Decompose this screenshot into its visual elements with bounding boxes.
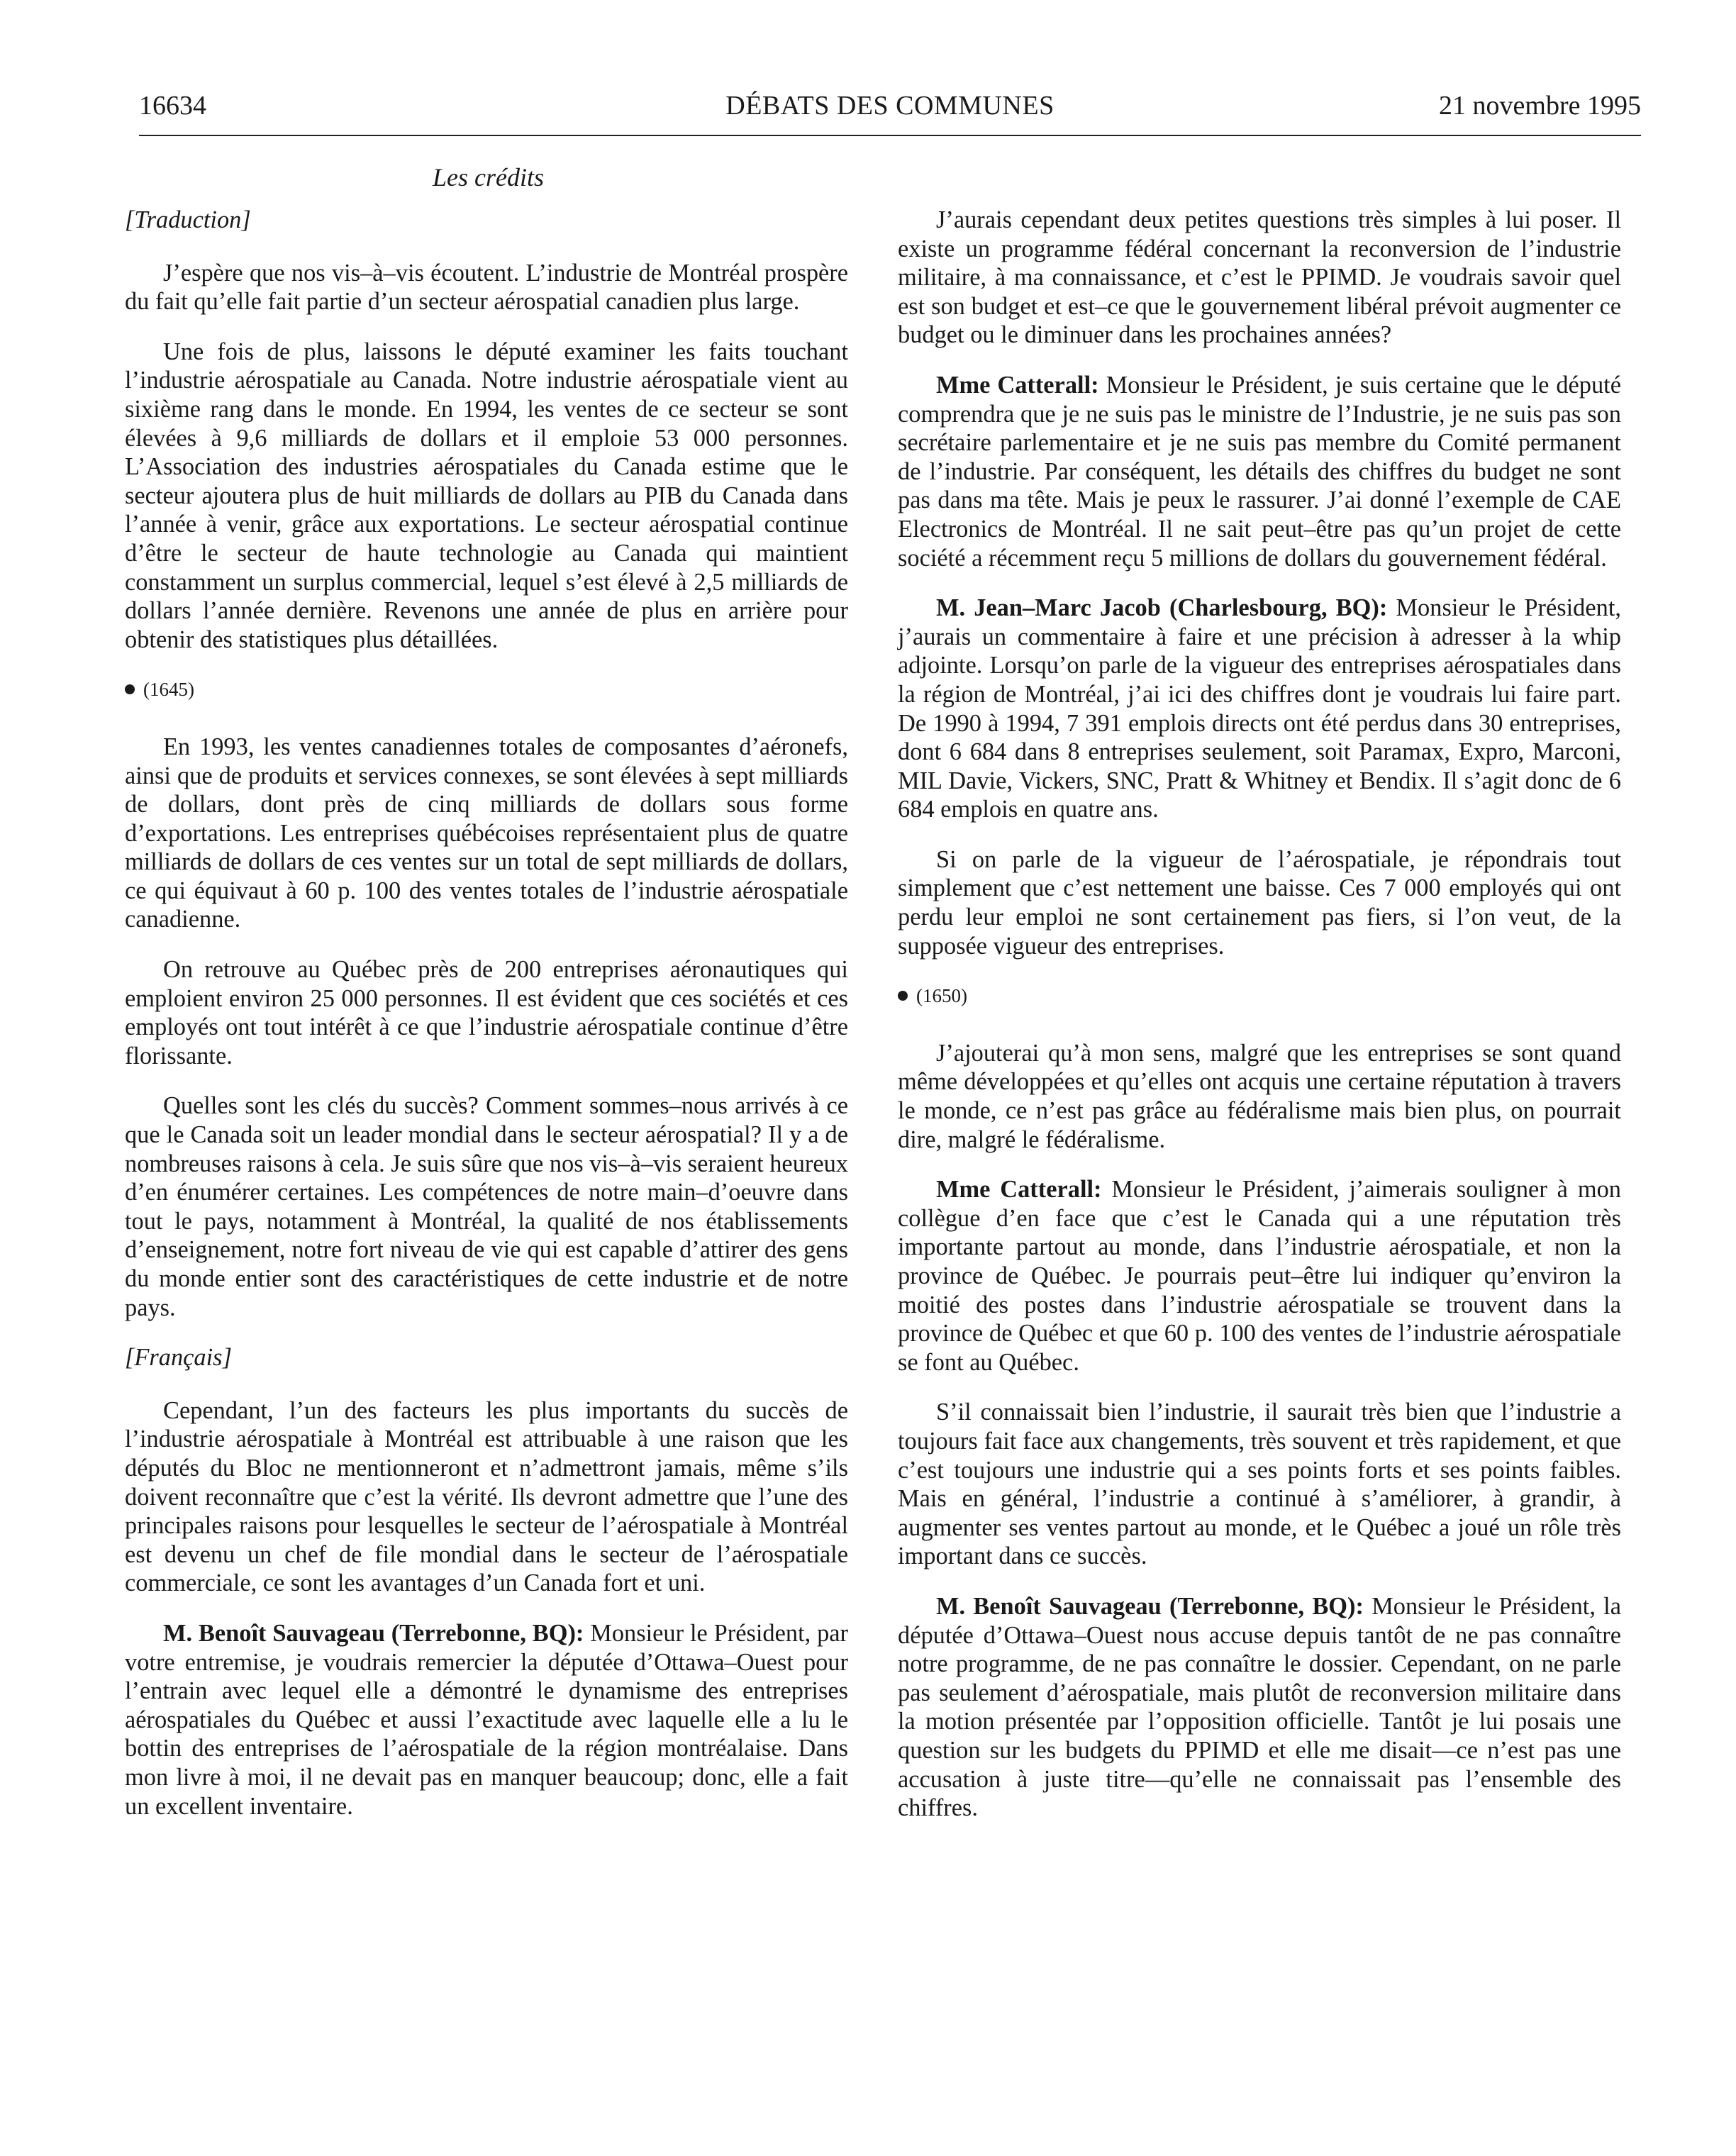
paragraph: On retrouve au Québec près de 200 entreprises aéronautiques qui emploient environ 25 000 personnes. Il est évident que ces sociétés et ces employés ont tout intérêt à ce que l’industrie aérospatiale continue d’être florissante. [125,956,848,1069]
right-column [898,206,1621,1844]
speech [898,371,1621,572]
publication-title: DÉBATS DES COMMUNES [725,91,1055,121]
bullet-icon [125,684,135,694]
speaker-name: M. Jean–Marc Jacob (Charlesbourg, BQ): [936,594,1388,622]
speech [125,1619,848,1821]
paragraph: Une fois de plus, laissons le député examiner les faits touchant l’industrie aérospatiale au Canada. Notre industrie aérospatiale vient au sixième rang dans le monde. En 1994, les ventes de ce secteur se sont élevées à 9,6 milliards de dollars et il emploie 53 000 personnes. L’Association des industries aérospatiales du Canada estime que le secteur ajoutera plus de huit milliards de dollars au PIB du Canada dans l’année à venir, grâce aux exportations. Le secteur aérospatial continue d’être le secteur de haute technologie au Canada qui maintient constamment un surplus commercial, lequel s’est élevé à 2,5 milliards de dollars l’année dernière. Revenons une année de plus en arrière pour obtenir des statistiques plus détaillées. [125,338,848,653]
paragraph: Cependant, l’un des facteurs les plus importants du succès de l’industrie aérospatiale à Montréal est attribuable à une raison que les députés du Bloc ne mentionneront et n’admettront jamais, même s’ils doivent reconnaître que c’est la vérité. Ils devront admettre que l’une des principales raisons pour lesquelles le secteur de l’aérospatiale à Montréal est devenu un chef de file mondial dans le secteur de l’aérospatiale commerciale, ce sont les avantages d’un Canada fort et uni. [125,1396,848,1597]
left-column [125,206,848,1842]
speech-text: Monsieur le Président, par votre entremise, je voudrais remercier la députée d’Ottawa–Ouest pour l’entrain avec lequel elle a démontré le dynamisme des entreprises aérospatiales du Québec et aussi l’exactitude avec laquelle elle a lu le bottin des entreprises de l’aérospatiale de la région montréalaise. Dans mon livre à moi, il ne devait pas en manquer beaucoup; donc, elle a fait un excellent inventaire. [125,1619,848,1820]
speech [898,1175,1621,1377]
paragraph: En 1993, les ventes canadiennes totales de composantes d’aéronefs, ainsi que de produits et services connexes, se sont élevées à sept milliards de dollars, dont près de cinq milliards de dollars sous forme d’exportations. Les entreprises québécoises représentaient plus de quatre milliards de dollars de ces ventes sur un total de sept milliards de dollars, ce qui équivaut à 60 p. 100 des ventes totales de l’industrie aérospatiale canadienne. [125,733,848,933]
timestamp [125,675,848,704]
language-note: [Traduction] [125,206,251,233]
paragraph: Quelles sont les clés du succès? Comment sommes–nous arrivés à ce que le Canada soit un leader mondial dans le secteur aérospatial? Il y a de nombreuses raisons à cela. Je suis sûre que nos vis–à–vis seraient heureux d’en énumérer certaines. Les compétences de notre main–d’oeuvre dans tout le pays, notamment à Montréal, la qualité de nos établissements d’enseignement, notre fort niveau de vie qui est capable d’attirer des gens du monde entier sont des caractéristiques de cette industrie et de notre pays. [125,1092,848,1321]
speech [898,594,1621,824]
paragraph: S’il connaissait bien l’industrie, il saurait très bien que l’industrie a toujours fait face aux changements, très souvent et très rapidement, et que c’est toujours une industrie qui a ses points forts et ses points faibles. Mais en général, l’industrie a continué à s’améliorer, à grandir, à augmenter ses ventes partout au monde, et le Québec a joué un rôle très important dans ce succès. [898,1399,1621,1570]
timestamp [898,982,1621,1011]
speaker-name: M. Benoît Sauvageau (Terrebonne, BQ): [936,1592,1364,1620]
section-heading: Les crédits [433,163,544,191]
speaker-name: Mme Catterall: [936,371,1099,399]
speech-text: Monsieur le Président, la députée d’Ottawa–Ouest nous accuse depuis tantôt de ne pas connaître notre programme, de ne pas connaître le dossier. Cependant, on ne parle pas seulement d’aérospatiale, mais plutôt de reconversion militaire dans la motion présentée par l’opposition officielle. Tantôt je lui posais une question sur les budgets du PPIMD et elle me disait—ce n’est pas une accusation à juste titre—qu’elle ne connaissait pas l’ensemble des chiffres. [898,1592,1621,1822]
language-note: [Français] [125,1344,232,1372]
page-number: 16634 [139,91,206,121]
speaker-name: M. Benoît Sauvageau (Terrebonne, BQ): [163,1619,584,1647]
sitting-date: 21 novembre 1995 [1439,91,1641,121]
paragraph: J’ajouterai qu’à mon sens, malgré que les entreprises se sont quand même développées et qu’elles ont acquis une certaine réputation à travers le monde, ce n’est pas grâce au fédéralisme mais bien plus, on pourrait dire, malgré le fédéralisme. [898,1039,1621,1153]
speech-text: Monsieur le Président, je suis certaine que le député comprendra que je ne suis pas le ministre de l’Industrie, je ne suis pas son secrétaire parlementaire et je ne suis pas membre du Comité permanent de l’industrie. Par conséquent, les détails des chiffres du budget ne sont pas dans ma tête. Mais je peux le rassurer. J’ai donné l’exemple de CAE Electronics de Montréal. Il ne sait peut–être pas qu’un projet de cette société a récemment reçu 5 millions de dollars du gouvernement fédéral. [898,371,1621,572]
bullet-icon [898,991,908,1001]
paragraph: Si on parle de la vigueur de l’aérospatiale, je répondrais tout simplement que c’est nettement une baisse. Ces 7 000 employés qui ont perdu leur emploi ne sont certainement pas fiers, si l’on veut, de la supposée vigueur des entreprises. [898,845,1621,960]
speech-text: Monsieur le Président, j’aurais un commentaire à faire et une précision à adresser à la whip adjointe. Lorsqu’on parle de la vigueur des entreprises aérospatiales dans la région de Montréal, j’ai ici des chiffres dont je voudrais lui faire part. De 1990 à 1994, 7 391 emplois directs ont été perdus dans 30 entreprises, dont 6 684 dans 8 entreprises seulement, soit Paramax, Expro, Marconi, MIL Davie, Vickers, SNC, Pratt & Whitney et Bendix. Il s’agit donc de 6 684 emplois en quatre ans. [898,594,1621,823]
speech-text: Monsieur le Président, j’aimerais souligner à mon collègue d’en face que c’est le Canada qui a une réputation très importante partout au monde, dans l’industrie aérospatiale, et non la province de Québec. Je pourrais peut–être lui indiquer qu’environ la moitié des postes dans l’industrie aérospatiale se trouvent dans la province de Québec et que 60 p. 100 des ventes de l’industrie aérospatiale se font au Québec. [898,1176,1621,1376]
timestamp-text: (1645) [143,679,194,701]
timestamp-text: (1650) [916,985,967,1007]
header-rule [139,135,1641,136]
paragraph: J’espère que nos vis–à–vis écoutent. L’industrie de Montréal prospère du fait qu’elle fait partie d’un secteur aérospatial canadien plus large. [125,259,848,316]
running-header [139,89,1641,133]
speaker-name: Mme Catterall: [936,1176,1102,1204]
speech [898,1592,1621,1823]
paragraph: J’aurais cependant deux petites questions très simples à lui poser. Il existe un programme fédéral concernant la reconversion de l’industrie militaire, à ma connaissance, et c’est le PPIMD. Je voudrais savoir quel est son budget et est–ce que le gouvernement libéral prévoit augmenter ce budget ou le diminuer dans les prochaines années? [898,206,1621,349]
